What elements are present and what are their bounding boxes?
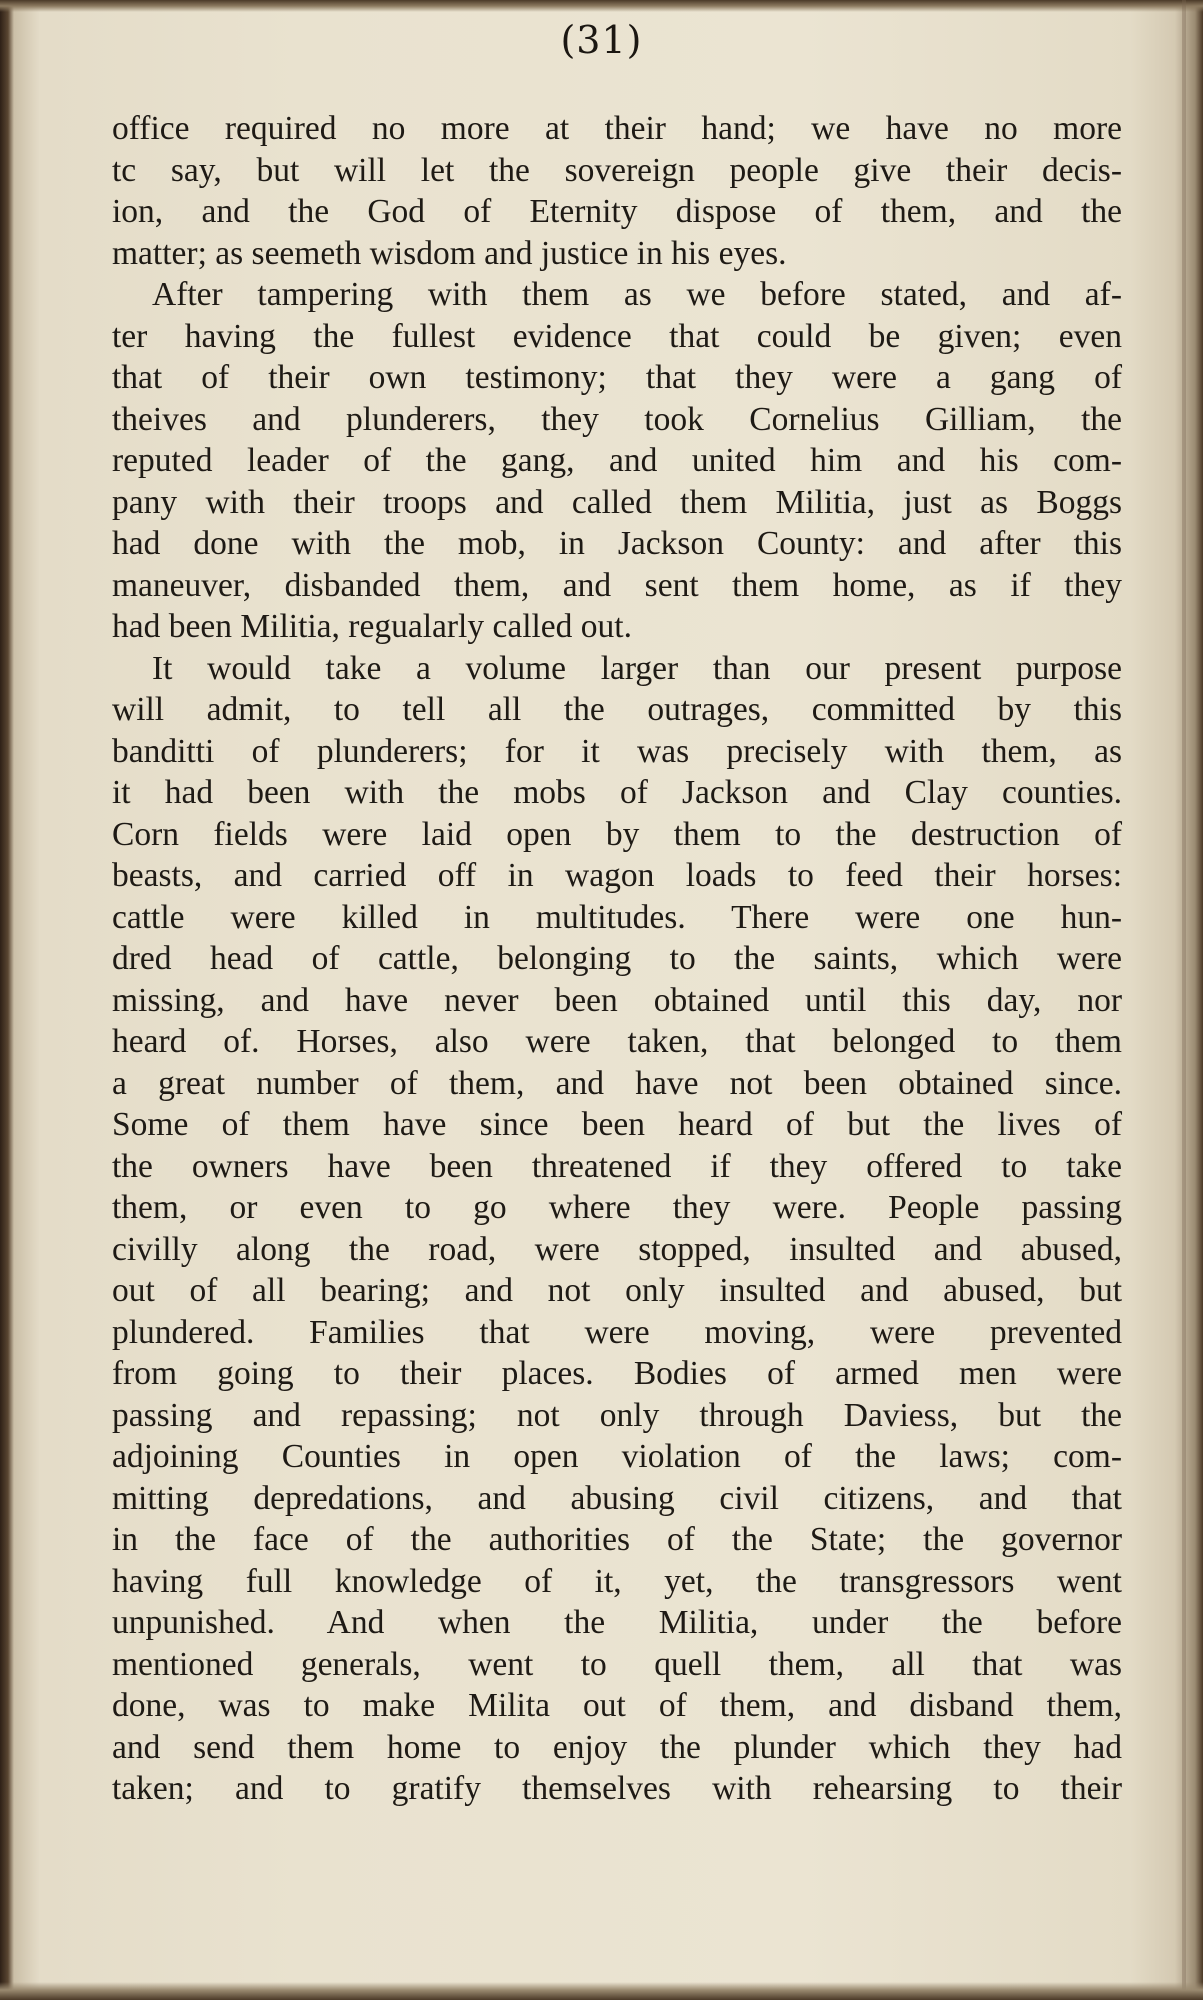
text-line: adjoining Counties in open violation of the laws; com- — [112, 1438, 1122, 1475]
bottom-page-edge — [0, 1982, 1203, 2000]
text-line: mentioned generals, went to quell them, all that was — [112, 1645, 1122, 1683]
text-line: ter having the fullest evidence that could be given; even — [112, 317, 1122, 355]
right-page-edge — [1182, 0, 1186, 2000]
text-line: them, or even to go where they were. People passing — [112, 1189, 1122, 1226]
text-line: will admit, to tell all the outrages, committed by this — [112, 691, 1122, 728]
text-line: cattle were killed in multitudes. There were one hun- — [112, 898, 1122, 936]
text-line: had done with the mob, in Jackson County: and after this — [112, 525, 1122, 562]
text-line: missing, and have never been obtained until this day, nor — [112, 981, 1122, 1019]
text-line: in the face of the authorities of the State; the governor — [112, 1521, 1122, 1558]
text-line: unpunished. And when the Militia, under the before — [112, 1604, 1122, 1641]
text-line: having full knowledge of it, yet, the transgressors went — [112, 1562, 1122, 1600]
text-line: Corn fields were laid open by them to the destruction of — [112, 815, 1122, 853]
text-line: office required no more at their hand; we have no more — [112, 110, 1122, 147]
text-line: a great number of them, and have not been obtained since. — [112, 1064, 1122, 1102]
text-line: taken; and to gratify themselves with rehearsing to their — [112, 1770, 1122, 1807]
text-line: done, was to make Milita out of them, and disband them, — [112, 1687, 1122, 1724]
body-text — [112, 108, 1122, 1810]
text-line: maneuver, disbanded them, and sent them home, as if they — [112, 566, 1122, 604]
text-line: Some of them have since been heard of but the lives of — [112, 1106, 1122, 1143]
text-line: out of all bearing; and not only insulted and abused, but — [112, 1272, 1122, 1309]
text-line: the owners have been threatened if they offered to take — [112, 1147, 1122, 1185]
text-line: and send them home to enjoy the plunder which they had — [112, 1728, 1122, 1766]
text-line: it had been with the mobs of Jackson and Clay counties. — [112, 774, 1122, 811]
text-line: from going to their places. Bodies of armed men were — [112, 1355, 1122, 1392]
text-line: banditti of plunderers; for it was precisely with them, as — [112, 732, 1122, 770]
text-line: mitting depredations, and abusing civil citizens, and that — [112, 1479, 1122, 1517]
text-line: passing and repassing; not only through Daviess, but the — [112, 1396, 1122, 1434]
text-line: that of their own testimony; that they were a gang of — [112, 359, 1122, 396]
text-line: dred head of cattle, belonging to the saints, which were — [112, 940, 1122, 977]
page-number: (31) — [560, 18, 643, 62]
text-line: reputed leader of the gang, and united him and his com- — [112, 442, 1122, 479]
text-line: heard of. Horses, also were taken, that belonged to them — [112, 1023, 1122, 1060]
text-line: theives and plunderers, they took Cornelius Gilliam, the — [112, 400, 1122, 438]
text-line: It would take a volume larger than our present purpose — [152, 649, 1122, 687]
text-line: matter; as seemeth wisdom and justice in his eyes. — [112, 234, 787, 272]
text-line: beasts, and carried off in wagon loads to feed their horses: — [112, 857, 1122, 894]
text-line: ion, and the God of Eternity dispose of them, and the — [112, 193, 1122, 230]
text-line: had been Militia, regualarly called out. — [112, 608, 632, 645]
text-line: After tampering with them as we before stated, and af- — [152, 276, 1122, 313]
text-line: pany with their troops and called them Militia, just as Boggs — [112, 483, 1122, 521]
top-page-edge — [0, 0, 1203, 12]
text-line: civilly along the road, were stopped, insulted and abused, — [112, 1230, 1122, 1268]
text-line: plundered. Families that were moving, were prevented — [112, 1313, 1122, 1351]
text-line: tc say, but will let the sovereign people give their decis- — [112, 151, 1122, 189]
